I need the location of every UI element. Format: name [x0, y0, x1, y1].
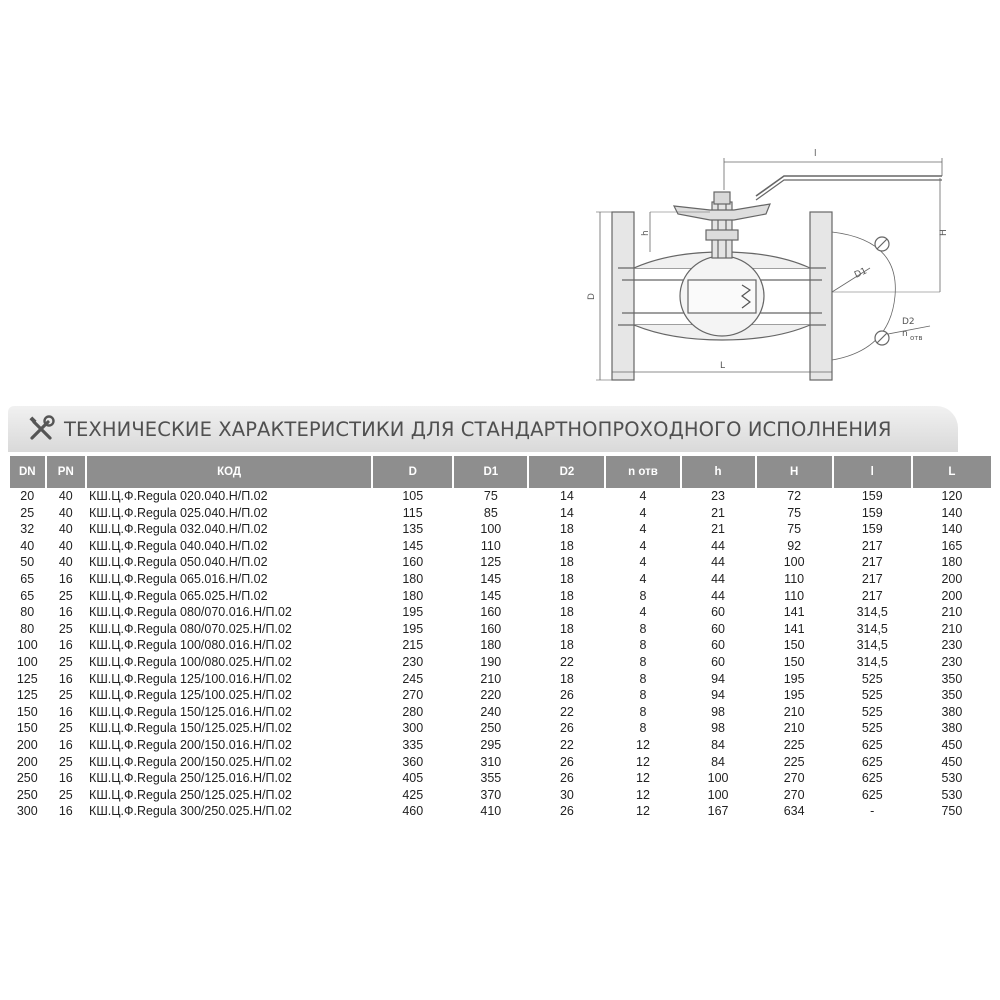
dim-D1-label: D1 [853, 266, 869, 281]
cell-l: 625 [861, 787, 883, 802]
cell-n-holes: 8 [639, 588, 647, 603]
cell-H: 100 [783, 555, 805, 570]
cell-d1: 250 [480, 721, 502, 736]
cell-d2: 18 [559, 538, 574, 553]
cell-L: 380 [941, 704, 963, 719]
table-row [10, 538, 991, 555]
section-title: ТЕХНИЧЕСКИЕ ХАРАКТЕРИСТИКИ ДЛЯ СТАНДАРТНОПРОХОДНОГО ИСПОЛНЕНИЯ [64, 417, 892, 441]
cell-n-holes: 12 [636, 804, 650, 819]
cell-l: 314,5 [856, 621, 888, 636]
cell-n-holes: 12 [636, 771, 650, 786]
cell-n-holes: 8 [639, 654, 647, 669]
cell-h: 84 [711, 754, 726, 769]
cell-code: КШ.Ц.Ф.Regula 100/080.016.Н/П.02 [89, 638, 292, 653]
cell-h: 84 [711, 737, 726, 752]
cell-H: 210 [783, 704, 805, 719]
cell-n-holes: 12 [636, 787, 650, 802]
cell-H: 75 [787, 522, 802, 537]
cell-L: 140 [941, 505, 963, 520]
cell-d2: 18 [559, 522, 574, 537]
cell-h: 98 [711, 721, 726, 736]
cell-h: 23 [711, 489, 726, 503]
cell-l: 314,5 [856, 654, 888, 669]
table-row [10, 604, 991, 621]
valve-drawing [570, 140, 970, 390]
cell-d: 180 [402, 588, 424, 603]
table-row [10, 505, 991, 522]
table-row [10, 571, 991, 588]
left-flange [612, 212, 634, 380]
cell-H: 634 [783, 804, 805, 819]
cell-l: 314,5 [856, 605, 888, 620]
cell-n-holes: 4 [639, 538, 647, 553]
cell-L: 450 [941, 754, 963, 769]
table-header-row [10, 456, 991, 488]
handle-lever [756, 176, 942, 196]
cell-dn: 200 [16, 737, 38, 752]
cell-code: КШ.Ц.Ф.Regula 065.025.Н/П.02 [89, 588, 268, 603]
cell-code: КШ.Ц.Ф.Regula 050.040.Н/П.02 [89, 555, 268, 570]
col-header-l: l [834, 456, 911, 488]
cell-dn: 80 [20, 621, 35, 636]
cell-l: 159 [861, 522, 883, 537]
col-header-H: H [757, 456, 832, 488]
cell-dn: 20 [20, 489, 35, 503]
cell-h: 60 [711, 605, 726, 620]
cell-code: КШ.Ц.Ф.Regula 150/125.016.Н/П.02 [89, 704, 292, 719]
cell-code: КШ.Ц.Ф.Regula 065.016.Н/П.02 [89, 571, 268, 586]
cell-d1: 240 [480, 704, 502, 719]
cell-h: 100 [707, 771, 729, 786]
cell-d1: 310 [480, 754, 502, 769]
col-header-code: КОД [87, 456, 371, 488]
cell-L: 750 [941, 804, 963, 819]
cell-pn: 16 [58, 605, 73, 620]
cell-d: 270 [402, 688, 424, 703]
table-row [10, 637, 991, 654]
dim-D2-label: D2 [902, 317, 915, 327]
cell-code: КШ.Ц.Ф.Regula 200/150.016.Н/П.02 [89, 737, 292, 752]
cell-h: 94 [711, 671, 726, 686]
table-row [10, 488, 991, 505]
cell-pn: 40 [58, 555, 73, 570]
cell-d1: 355 [480, 771, 502, 786]
cell-l: 217 [861, 571, 883, 586]
cell-pn: 16 [58, 771, 73, 786]
cell-n-holes: 4 [639, 522, 647, 537]
cell-L: 530 [941, 787, 963, 802]
cell-code: КШ.Ц.Ф.Regula 040.040.Н/П.02 [89, 538, 268, 553]
cell-d2: 18 [559, 638, 574, 653]
cell-dn: 300 [16, 804, 38, 819]
cell-l: 525 [861, 688, 883, 703]
cell-dn: 200 [16, 754, 38, 769]
cell-code: КШ.Ц.Ф.Regula 200/150.025.Н/П.02 [89, 754, 292, 769]
cell-d1: 410 [480, 804, 502, 819]
cell-L: 120 [941, 489, 963, 503]
cell-H: 225 [783, 754, 805, 769]
cell-dn: 100 [16, 654, 38, 669]
cell-dn: 65 [20, 571, 35, 586]
cell-d: 300 [402, 721, 424, 736]
cell-dn: 25 [20, 505, 35, 520]
right-flange [810, 212, 832, 380]
cell-L: 200 [941, 571, 963, 586]
cell-d1: 210 [480, 671, 502, 686]
table-row [10, 687, 991, 704]
table-row [10, 787, 991, 804]
cell-H: 141 [783, 605, 805, 620]
cell-h: 100 [707, 787, 729, 802]
cell-d: 105 [402, 489, 424, 503]
cell-n-holes: 8 [639, 721, 647, 736]
cell-h: 21 [711, 522, 726, 537]
cell-n-holes: 4 [639, 489, 647, 503]
cell-pn: 16 [58, 704, 73, 719]
cell-h: 60 [711, 638, 726, 653]
cell-d2: 14 [559, 489, 574, 503]
table-row [10, 737, 991, 754]
cell-code: КШ.Ц.Ф.Regula 250/125.016.Н/П.02 [89, 771, 292, 786]
table-row [10, 803, 991, 820]
cell-pn: 40 [58, 489, 73, 503]
cell-d1: 160 [480, 621, 502, 636]
cell-d: 115 [402, 505, 423, 520]
table-row [10, 770, 991, 787]
cell-h: 44 [711, 555, 726, 570]
dim-L-label: L [720, 361, 726, 371]
cell-code: КШ.Ц.Ф.Regula 300/250.025.Н/П.02 [89, 804, 292, 819]
cell-H: 110 [784, 588, 805, 603]
cell-n-holes: 8 [639, 671, 647, 686]
dim-D-label: D [587, 293, 597, 300]
cell-h: 60 [711, 654, 726, 669]
cell-L: 450 [941, 737, 963, 752]
cell-pn: 40 [58, 538, 73, 553]
cell-d2: 30 [559, 787, 574, 802]
cell-d1: 295 [480, 737, 502, 752]
cell-dn: 40 [20, 538, 35, 553]
cell-d: 360 [402, 754, 424, 769]
cell-d2: 22 [559, 704, 574, 719]
cell-pn: 25 [58, 621, 73, 636]
cell-d2: 26 [559, 688, 574, 703]
cell-d2: 18 [559, 571, 574, 586]
col-header-h: h [682, 456, 755, 488]
cell-pn: 16 [58, 638, 73, 653]
dim-l-label: l [814, 149, 817, 159]
cell-d: 180 [402, 571, 424, 586]
cell-n-holes: 8 [639, 621, 647, 636]
col-header-pn: PN [47, 456, 86, 488]
cell-code: КШ.Ц.Ф.Regula 020.040.Н/П.02 [89, 489, 268, 503]
col-header-d2: D2 [529, 456, 604, 488]
cell-pn: 16 [58, 671, 73, 686]
cell-L: 165 [941, 538, 963, 553]
cell-l: 625 [861, 754, 883, 769]
table-body [10, 488, 991, 820]
cell-H: 141 [783, 621, 805, 636]
cell-dn: 150 [16, 704, 38, 719]
cell-pn: 25 [58, 588, 73, 603]
cell-l: 525 [861, 704, 883, 719]
table-row [10, 621, 991, 638]
cell-H: 195 [783, 671, 805, 686]
table-row [10, 521, 991, 538]
cell-d2: 22 [559, 654, 574, 669]
cell-h: 21 [711, 505, 726, 520]
cell-d: 215 [402, 638, 424, 653]
cell-d: 160 [402, 555, 424, 570]
cell-d: 195 [402, 621, 424, 636]
cell-d2: 26 [559, 771, 574, 786]
cell-L: 230 [941, 638, 963, 653]
cell-dn: 125 [16, 688, 38, 703]
cell-d2: 26 [559, 721, 574, 736]
cell-code: КШ.Ц.Ф.Regula 100/080.025.Н/П.02 [89, 654, 292, 669]
cell-d2: 18 [559, 671, 574, 686]
cell-h: 60 [711, 621, 726, 636]
cell-dn: 100 [16, 638, 38, 653]
cell-d: 135 [402, 522, 424, 537]
table-row [10, 654, 991, 671]
cell-l: 625 [861, 771, 883, 786]
cell-l: 625 [861, 737, 883, 752]
cell-L: 210 [941, 621, 963, 636]
dim-otv-label: отв [910, 334, 923, 342]
cell-n-holes: 12 [636, 754, 650, 769]
cell-code: КШ.Ц.Ф.Regula 125/100.016.Н/П.02 [89, 671, 292, 686]
cell-h: 98 [711, 704, 726, 719]
wrench-screwdriver-icon [26, 414, 56, 444]
cell-h: 44 [711, 571, 726, 586]
cell-d1: 145 [480, 571, 502, 586]
cell-d: 145 [402, 538, 424, 553]
cell-code: КШ.Ц.Ф.Regula 250/125.025.Н/П.02 [89, 787, 292, 802]
cell-h: 44 [711, 588, 726, 603]
cell-h: 44 [711, 538, 726, 553]
cell-d1: 125 [480, 555, 502, 570]
col-header-d1: D1 [454, 456, 527, 488]
cell-d: 460 [402, 804, 424, 819]
cell-dn: 65 [20, 588, 35, 603]
cell-code: КШ.Ц.Ф.Regula 025.040.Н/П.02 [89, 505, 268, 520]
cell-dn: 32 [20, 522, 35, 537]
cell-l: 217 [861, 555, 883, 570]
cell-H: 150 [783, 638, 805, 653]
cell-pn: 25 [58, 654, 73, 669]
cell-d1: 190 [480, 654, 502, 669]
cell-d2: 18 [559, 555, 574, 570]
dim-n-label: n [902, 329, 908, 339]
cell-d1: 110 [480, 538, 501, 553]
cell-pn: 40 [58, 505, 73, 520]
section-banner [8, 406, 958, 452]
cell-l: 159 [861, 489, 883, 503]
cell-d2: 18 [559, 621, 574, 636]
dim-h-label: h [641, 230, 651, 236]
cell-pn: 25 [58, 721, 73, 736]
cell-d: 245 [402, 671, 424, 686]
table-row [10, 754, 991, 771]
cell-dn: 50 [20, 555, 35, 570]
cell-d1: 85 [483, 505, 498, 520]
cell-l: 159 [861, 505, 883, 520]
cell-l: 525 [861, 671, 883, 686]
cell-code: КШ.Ц.Ф.Regula 080/070.025.Н/П.02 [89, 621, 292, 636]
cell-d2: 14 [559, 505, 574, 520]
table-row [10, 720, 991, 737]
cell-pn: 25 [58, 688, 73, 703]
cell-L: 180 [941, 555, 963, 570]
cell-L: 350 [941, 671, 963, 686]
cell-H: 92 [787, 538, 802, 553]
cell-n-holes: 4 [639, 571, 647, 586]
cell-L: 230 [941, 654, 963, 669]
cell-H: 75 [787, 505, 802, 520]
cell-L: 200 [941, 588, 963, 603]
cell-n-holes: 12 [636, 737, 650, 752]
table-row [10, 588, 991, 605]
cell-H: 150 [783, 654, 805, 669]
cell-L: 210 [941, 605, 963, 620]
cell-dn: 150 [16, 721, 38, 736]
cell-L: 380 [941, 721, 963, 736]
cell-d1: 75 [483, 489, 498, 503]
table-row [10, 554, 991, 571]
cell-dn: 125 [16, 671, 38, 686]
col-header-L: L [913, 456, 991, 488]
cell-d: 405 [402, 771, 424, 786]
cell-pn: 16 [58, 804, 73, 819]
cell-n-holes: 8 [639, 688, 647, 703]
cell-h: 94 [711, 688, 726, 703]
cell-pn: 25 [58, 787, 73, 802]
cell-d: 230 [402, 654, 424, 669]
table-row [10, 671, 991, 688]
cell-d2: 22 [559, 737, 574, 752]
cell-n-holes: 4 [639, 605, 647, 620]
cell-H: 195 [783, 688, 805, 703]
cell-pn: 16 [58, 571, 73, 586]
cell-d: 335 [402, 737, 424, 752]
cell-n-holes: 8 [639, 638, 647, 653]
cell-d: 280 [402, 704, 424, 719]
cell-l: 217 [861, 538, 883, 553]
cell-n-holes: 4 [639, 555, 647, 570]
col-header-d: D [373, 456, 452, 488]
cell-d2: 18 [559, 605, 574, 620]
cell-pn: 40 [58, 522, 73, 537]
cell-d1: 220 [480, 688, 502, 703]
cell-l: 314,5 [856, 638, 888, 653]
col-header-n-holes: n отв [606, 456, 679, 488]
cell-L: 530 [941, 771, 963, 786]
cell-code: КШ.Ц.Ф.Regula 125/100.025.Н/П.02 [89, 688, 292, 703]
cell-d1: 180 [480, 638, 502, 653]
cell-code: КШ.Ц.Ф.Regula 150/125.025.Н/П.02 [89, 721, 292, 736]
cell-pn: 25 [58, 754, 73, 769]
cell-d2: 18 [559, 588, 574, 603]
cell-l: - [870, 804, 875, 819]
cell-d2: 26 [559, 804, 574, 819]
cell-H: 210 [783, 721, 805, 736]
cell-dn: 250 [16, 771, 38, 786]
cell-L: 350 [941, 688, 963, 703]
cell-H: 225 [783, 737, 805, 752]
cell-dn: 80 [20, 605, 35, 620]
cell-dn: 250 [16, 787, 38, 802]
cell-d1: 160 [480, 605, 502, 620]
cell-d2: 26 [559, 754, 574, 769]
cell-d1: 100 [480, 522, 502, 537]
cell-code: КШ.Ц.Ф.Regula 080/070.016.Н/П.02 [89, 605, 292, 620]
cell-d: 425 [402, 787, 424, 802]
cell-n-holes: 8 [639, 704, 647, 719]
cell-L: 140 [941, 522, 963, 537]
cell-d: 195 [402, 605, 424, 620]
dim-H-label: H [939, 229, 949, 236]
cell-l: 525 [861, 721, 883, 736]
cell-pn: 16 [58, 737, 73, 752]
spec-table [8, 456, 993, 820]
col-header-dn: DN [10, 456, 45, 488]
cell-H: 72 [787, 489, 802, 503]
cell-H: 270 [783, 787, 805, 802]
cell-l: 217 [861, 588, 883, 603]
cell-h: 167 [707, 804, 729, 819]
cell-H: 110 [784, 571, 805, 586]
table-row [10, 704, 991, 721]
cell-n-holes: 4 [639, 505, 647, 520]
cell-d1: 145 [480, 588, 502, 603]
cell-d1: 370 [480, 787, 502, 802]
cell-H: 270 [783, 771, 805, 786]
cell-code: КШ.Ц.Ф.Regula 032.040.Н/П.02 [89, 522, 268, 537]
